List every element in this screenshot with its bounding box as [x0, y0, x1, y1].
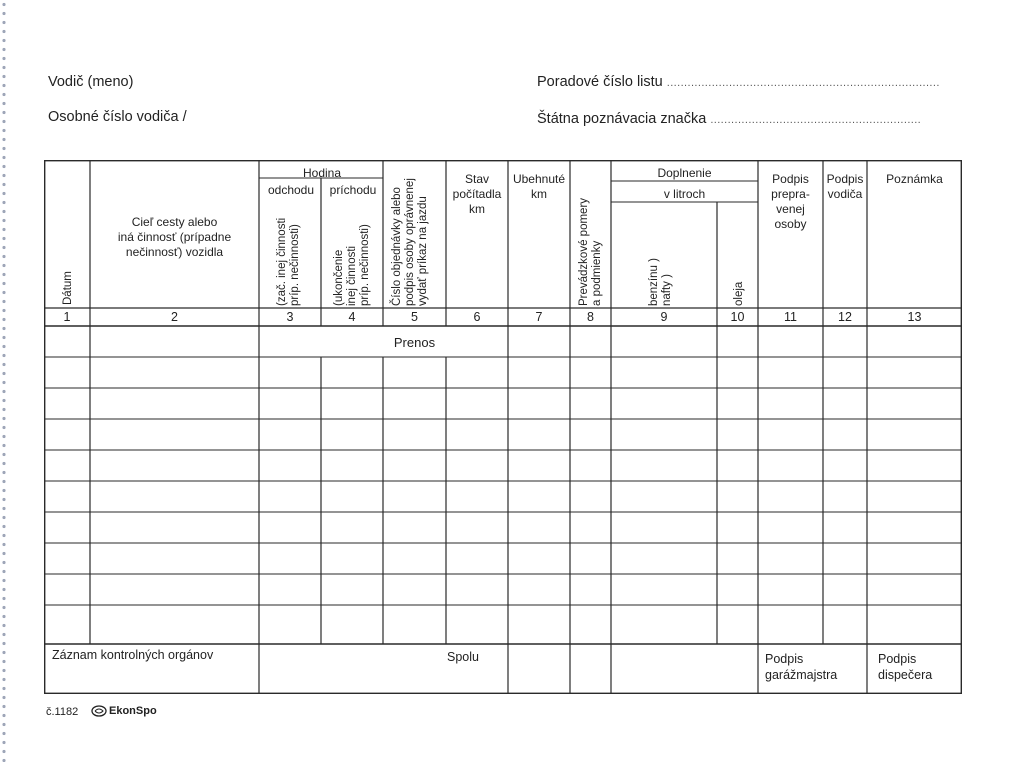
arrival-note-line-3: príp. nečinnosti): [359, 224, 371, 306]
order-number-line-2: podpis osoby oprávnenej: [404, 178, 416, 306]
col-number-7: 7: [535, 310, 543, 324]
garage-signature-label: [765, 651, 837, 683]
km-driven-header: [508, 172, 570, 202]
arrival-note: [333, 224, 372, 306]
order-number-line-1: Číslo objednávky alebo: [391, 187, 403, 306]
col-number-1: 1: [63, 310, 71, 324]
col-number-6: 6: [473, 310, 481, 324]
col-date-header: Dátum: [62, 271, 74, 305]
dispatcher-sig-line-2: dispečera: [878, 668, 933, 682]
arrival-note-line-2: inej činnosti: [346, 245, 358, 306]
departure-note: [276, 218, 302, 306]
control-record-label: Záznam kontrolných orgánov: [52, 648, 214, 662]
publisher-logo: [91, 705, 157, 717]
km-driven-line-1: Ubehnuté: [512, 172, 566, 186]
fuel-header: [648, 258, 674, 306]
col-number-12: 12: [838, 310, 852, 324]
garage-sig-line-2: garážmajstra: [765, 668, 838, 682]
sheet-number-label: Poradové číslo listu: [537, 74, 663, 90]
dispatcher-sig-line-1: Podpis: [878, 652, 917, 666]
arrival-note-line-1: (ukončenie: [333, 249, 345, 306]
col-number-2: 2: [171, 310, 178, 324]
conditions-header: [578, 198, 604, 306]
col-number-13: 13: [907, 310, 922, 324]
perforation-edge: [0, 0, 8, 762]
passenger-sig-line-2: prepra-: [771, 187, 810, 201]
driver-name-label: Vodič (meno): [48, 74, 134, 90]
col-number-9: 9: [660, 310, 668, 324]
destination-line-2: iná činnosť (prípadne: [117, 230, 232, 244]
garage-sig-line-1: Podpis: [765, 652, 804, 666]
passenger-signature-header: [758, 172, 823, 232]
col-number-3: 3: [286, 310, 294, 324]
publisher-mark-icon: [91, 705, 107, 717]
form-code: č.1182: [46, 706, 79, 718]
refuel-unit-header: v litroch: [663, 187, 706, 201]
km-driven-line-2: km: [531, 187, 547, 201]
sheet-number-field[interactable]: [537, 74, 940, 90]
col-destination-header: [92, 215, 257, 260]
counter-line-3: km: [469, 202, 485, 216]
oil-header: oleja: [733, 281, 745, 306]
driver-number-label: Osobné číslo vodiča /: [48, 109, 187, 125]
counter-line-1: Stav: [464, 172, 489, 186]
publisher-name: EkonSpo: [109, 705, 157, 717]
col-number-5: 5: [411, 310, 418, 324]
conditions-line-2: a podmienky: [591, 240, 603, 306]
counter-line-2: počítadla: [452, 187, 502, 201]
departure-note-line-2: príp. nečinnosti): [289, 224, 301, 306]
hour-group-header: Hodina: [302, 166, 342, 180]
col-number-8: 8: [587, 310, 594, 324]
driver-sig-line-1: Podpis: [826, 172, 864, 186]
departure-header: odchodu: [267, 183, 315, 197]
refuel-group-header: Doplnenie: [657, 166, 712, 180]
conditions-line-1: Prevádzkové pomery: [578, 197, 590, 306]
total-label: Spolu: [447, 650, 479, 664]
col-number-11: 11: [784, 310, 797, 324]
dispatcher-signature-label: [878, 651, 932, 683]
passenger-sig-line-3: venej: [776, 202, 805, 216]
departure-note-line-1: (zač. inej činnosti: [276, 217, 288, 306]
carry-over-label: Prenos: [393, 335, 436, 350]
col-number-10: 10: [730, 310, 745, 324]
col-number-4: 4: [348, 310, 356, 324]
license-plate-field[interactable]: [537, 111, 921, 127]
fuel-line-2: nafty ): [661, 274, 673, 306]
passenger-sig-line-1: Podpis: [772, 172, 809, 186]
arrival-header: príchodu: [329, 183, 377, 197]
driver-sig-line-2: vodiča: [827, 187, 863, 201]
order-number-header: [391, 178, 430, 306]
driver-signature-header: [823, 172, 867, 202]
license-plate-dotted-line: .............................................................: [710, 114, 922, 126]
order-number-line-3: vydať príkaz na jazdu: [417, 196, 429, 306]
sheet-number-dotted-line: ...............................................................................: [666, 77, 940, 89]
counter-header: [446, 172, 508, 217]
fuel-line-1: benzínu ): [648, 258, 660, 306]
destination-line-3: nečinnosť) vozidla: [125, 245, 224, 259]
note-header: Poznámka: [886, 172, 943, 186]
license-plate-label: Štátna poznávacia značka: [537, 111, 707, 127]
passenger-sig-line-4: osoby: [774, 217, 807, 231]
destination-line-1: Cieľ cesty alebo: [131, 215, 218, 229]
